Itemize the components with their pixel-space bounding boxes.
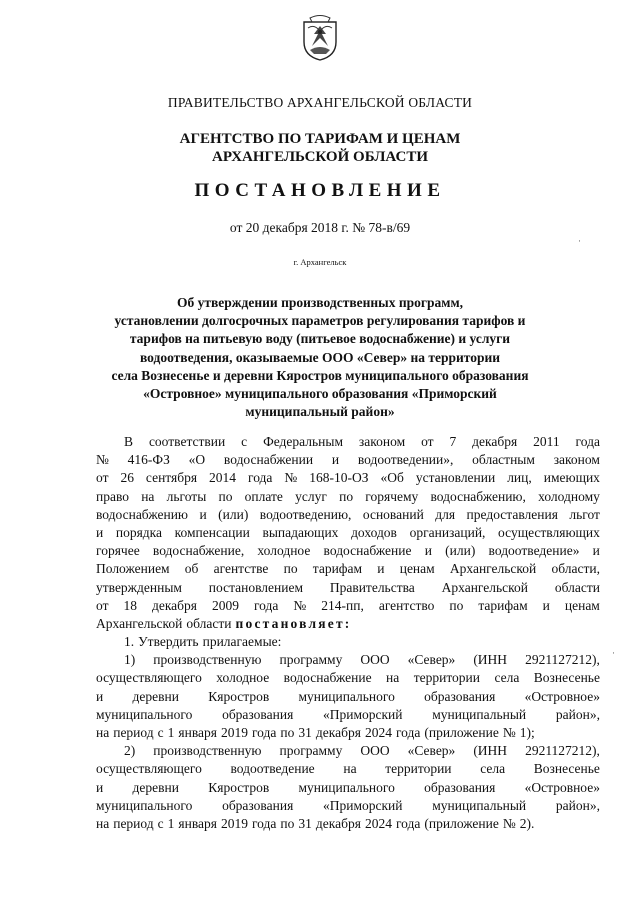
body-word: области, [551, 561, 600, 577]
body-word: от [96, 597, 109, 613]
heading-line: водоотведения, оказываемые ООО «Север» на территории [139, 349, 501, 365]
body-word: 168-10-ОЗ [309, 470, 369, 486]
body-word: на [343, 761, 357, 777]
body-word: Правительства [329, 579, 415, 595]
body-word: холодному [538, 488, 600, 504]
body-word: и [377, 561, 385, 577]
body-word: 1 [167, 815, 175, 831]
body-word: право [96, 488, 129, 504]
body-word: соответствии [148, 434, 226, 449]
body-word: Федеральным [263, 434, 343, 449]
body-word: муниципального [298, 688, 395, 704]
body-word: водоснабжение [323, 543, 412, 559]
body-word: Архангельской [449, 561, 537, 577]
body-word: осуществляющего [96, 761, 202, 777]
body-word: № [502, 725, 516, 740]
body-word: образования [424, 779, 496, 795]
body-word: по [280, 725, 295, 740]
body-word: 18 [123, 597, 137, 613]
body-word: года [248, 470, 273, 486]
body-word: Утвердить [138, 634, 199, 650]
body-word: и [542, 597, 550, 613]
body-word: В [124, 434, 134, 449]
body-word: горячему [365, 488, 419, 504]
body-word: и [424, 543, 432, 559]
body-word: 2011 [533, 434, 560, 449]
body-word: территории [413, 670, 480, 686]
body-word: № [96, 452, 109, 468]
body-word: муниципальный [432, 706, 527, 722]
body-word: (ИНН [473, 652, 508, 668]
body-word: холодное [216, 670, 270, 686]
body-word: ценам [564, 597, 600, 613]
body-word: года [575, 434, 600, 449]
body-word: и [96, 524, 104, 540]
body-word: водоотведение [230, 761, 315, 777]
scan-speck: · [578, 236, 581, 246]
body-word: 416-ФЗ [127, 452, 170, 468]
body-word: водоснабжению [96, 506, 189, 522]
body-word: села [480, 761, 506, 777]
body-word: области [554, 579, 600, 595]
body-word: ценам [399, 561, 435, 577]
body-line [96, 560, 600, 578]
body-word: доходов [351, 524, 397, 540]
body-line [96, 706, 600, 724]
body-word: производственную [153, 652, 262, 668]
body-word: от [421, 434, 434, 449]
body-word: года [253, 597, 279, 613]
body-word: ООО [360, 652, 390, 668]
body-line [96, 433, 600, 451]
body-word: район», [555, 706, 600, 722]
body-word: законом [553, 452, 600, 468]
body-word: Архангельской [441, 579, 529, 595]
body-word: район», [555, 797, 600, 813]
body-line [96, 488, 600, 506]
body-word: осуществляющего [96, 670, 202, 686]
heading-line: «Островное» муниципального образования «Приморский [143, 386, 497, 402]
body-word: 31 [298, 725, 312, 740]
body-word: года [251, 725, 277, 740]
body-word: организаций, [409, 524, 486, 540]
body-word: 1 [167, 725, 175, 740]
body-word: 2014 [209, 470, 237, 486]
agency-name-line2: АРХАНГЕЛЬСКОЙ ОБЛАСТИ [212, 149, 428, 165]
body-line [96, 633, 600, 651]
body-word: «Север» [407, 652, 456, 668]
body-line [96, 779, 600, 797]
body-word: «О [188, 452, 206, 468]
body-word: образования [222, 797, 294, 813]
body-line [96, 688, 600, 706]
body-word: льгот [569, 506, 600, 522]
body-word: 2024 [364, 725, 392, 740]
body-line [96, 579, 600, 597]
body-word: по [280, 815, 295, 831]
body-word: Вознесенье [533, 670, 600, 686]
body-word: декабря [315, 725, 361, 740]
body-word: с [157, 815, 164, 831]
body-word: водоотведению, [259, 506, 352, 522]
body-word: «Приморский [322, 797, 403, 813]
heading-line: муниципальный район» [245, 404, 395, 420]
body-word: имеющих [543, 470, 600, 486]
body-word: агентстве [213, 561, 269, 577]
body-word: января [178, 815, 217, 831]
body-word: 2921127212), [525, 743, 600, 759]
body-word: (или) [445, 543, 476, 559]
body-word: утвержденным [96, 579, 182, 595]
body-word: ООО [360, 743, 390, 759]
body-word: 2024 [364, 815, 392, 831]
body-word: Положением [96, 561, 170, 577]
body-line [96, 597, 600, 615]
body-line [96, 506, 600, 524]
body-word: 2) [124, 743, 136, 759]
body-word: водоснабжение, [152, 543, 245, 559]
body-word: об [184, 561, 199, 577]
body-word: с [241, 434, 248, 449]
body-word: предоставления [466, 506, 558, 522]
body-line [96, 542, 600, 560]
body-word: 1. [124, 634, 135, 650]
body-word: 1); [519, 725, 535, 740]
body-word: 26 [120, 470, 134, 486]
body-line [96, 451, 600, 469]
scan-speck: · [612, 648, 615, 658]
body-word: и [96, 779, 104, 795]
body-word: (приложение [424, 815, 499, 831]
body-word: компенсации [174, 524, 250, 540]
body-word: 2). [519, 815, 535, 831]
body-word: осуществляющих [498, 524, 600, 540]
body-word: и [331, 452, 340, 468]
body-word: с [157, 725, 164, 740]
body-line [96, 524, 600, 542]
body-word: года [395, 815, 421, 831]
body-word: водоснабжение [283, 670, 372, 686]
body-word: Кяростров [208, 688, 270, 704]
body-word: декабря [315, 815, 361, 831]
body-word: муниципального [96, 706, 193, 722]
body-word: деревни [132, 688, 179, 704]
body-line [96, 815, 600, 833]
body-word: на [386, 670, 400, 686]
body-word: тарифам [312, 561, 363, 577]
body-word: прилагаемые: [202, 634, 282, 650]
body-word: деревни [132, 779, 179, 795]
body-word: декабря [472, 434, 518, 449]
body-word: 1) [124, 652, 136, 668]
body-word: (приложение [424, 725, 499, 740]
document-type: ПОСТАНОВЛЕНИЕ [194, 180, 446, 201]
body-word: водоснабжению, [430, 488, 526, 504]
government-name: ПРАВИТЕЛЬСТВО АРХАНГЕЛЬСКОЙ ОБЛАСТИ [167, 95, 473, 110]
heading-line: Об утверждении производственных программ, [176, 295, 464, 310]
body-word: января [178, 725, 217, 740]
heading-line: тарифов на питьевую воду (питьевое водоснабжение) и услуги [129, 331, 511, 347]
body-word: и [592, 543, 600, 559]
body-word: территории [385, 761, 452, 777]
body-line [96, 469, 600, 487]
body-line [96, 669, 600, 687]
body-word: 214-пп, [321, 597, 364, 613]
body-word: водоснабжении [223, 452, 314, 468]
heading-line: села Вознесенье и деревни Кяростров муниципального образования [111, 367, 529, 383]
body-word: № [293, 597, 307, 613]
body-word: порядка [115, 524, 163, 540]
document-heading [60, 294, 580, 421]
arkhangelsk-coat-of-arms-icon [300, 12, 340, 62]
body-word: 7 [449, 434, 457, 449]
body-word: период [113, 815, 154, 831]
body-word: Архангельской [96, 615, 183, 631]
body-word: лиц, [507, 470, 532, 486]
body-word: Кяростров [208, 779, 270, 795]
agency-name [0, 130, 640, 166]
body-word: законом [358, 434, 406, 449]
body-word: от [96, 470, 109, 486]
body-word: услуг [295, 488, 327, 504]
body-word: по [283, 561, 298, 577]
body-word: областным [472, 452, 535, 468]
body-line [96, 742, 600, 760]
body-word: оснований [362, 506, 424, 522]
body-line [96, 615, 600, 633]
document-city: г. Архангельск [293, 257, 347, 267]
document-body [96, 433, 600, 833]
body-word: (или) [218, 506, 249, 522]
body-word: № [502, 815, 516, 831]
body-word: оплате [244, 488, 283, 504]
body-word: программу [279, 743, 343, 759]
document-date-number: от 20 декабря 2018 г. № 78-в/69 [229, 220, 411, 235]
body-word: села [494, 670, 520, 686]
body-word: на [141, 488, 155, 504]
body-line [96, 651, 600, 669]
heading-line: установлении долгосрочных параметров регулирования тарифов и [114, 313, 526, 329]
body-word: для [435, 506, 456, 522]
body-word: льготы [166, 488, 207, 504]
body-word: и [199, 506, 207, 522]
body-word: на [96, 725, 110, 740]
body-word: по [339, 488, 354, 504]
body-word: сентября [145, 470, 198, 486]
body-word: муниципальный [432, 797, 527, 813]
body-word: 2009 [211, 597, 239, 613]
body-word: производственную [153, 743, 262, 759]
body-word: № [284, 470, 298, 486]
body-word: «Островное» [524, 688, 600, 704]
body-word: «Приморский [322, 706, 403, 722]
body-line [96, 760, 600, 778]
body-word: по [218, 488, 233, 504]
body-word: горячее [96, 543, 140, 559]
body-word: холодное [257, 543, 311, 559]
body-word: области [186, 615, 232, 631]
body-word: программу [279, 652, 343, 668]
body-word: 31 [298, 815, 312, 831]
body-word: 2921127212), [525, 652, 600, 668]
body-word: 2019 [220, 725, 248, 740]
body-word: водоотведение» [488, 543, 580, 559]
body-word: муниципального [96, 797, 193, 813]
resolves-word: постановляет: [235, 615, 352, 631]
body-word: (ИНН [473, 743, 508, 759]
body-word: образования [222, 706, 294, 722]
body-word: Вознесенье [533, 761, 600, 777]
body-word: постановлением [208, 579, 304, 595]
body-word: года [251, 815, 277, 831]
body-word: 2019 [220, 815, 248, 831]
body-word: выпадающих [262, 524, 339, 540]
body-line [96, 797, 600, 815]
agency-name-line1: АГЕНТСТВО ПО ТАРИФАМ И ЦЕНАМ [179, 131, 461, 147]
body-word: водоотведении», [357, 452, 454, 468]
body-word: декабря [151, 597, 197, 613]
body-word: агентство [378, 597, 435, 613]
body-word: установлении [415, 470, 496, 486]
body-word: «Островное» [524, 779, 600, 795]
body-word: муниципального [298, 779, 395, 795]
body-line [96, 724, 600, 742]
body-word: образования [424, 688, 496, 704]
body-word: тарифам [478, 597, 528, 613]
body-word: года [395, 725, 421, 740]
body-word: «Север» [407, 743, 456, 759]
body-word: и [96, 688, 104, 704]
body-word: по [449, 597, 464, 613]
body-word: «Об [380, 470, 404, 486]
body-word: период [113, 725, 154, 740]
body-word: на [96, 815, 110, 831]
